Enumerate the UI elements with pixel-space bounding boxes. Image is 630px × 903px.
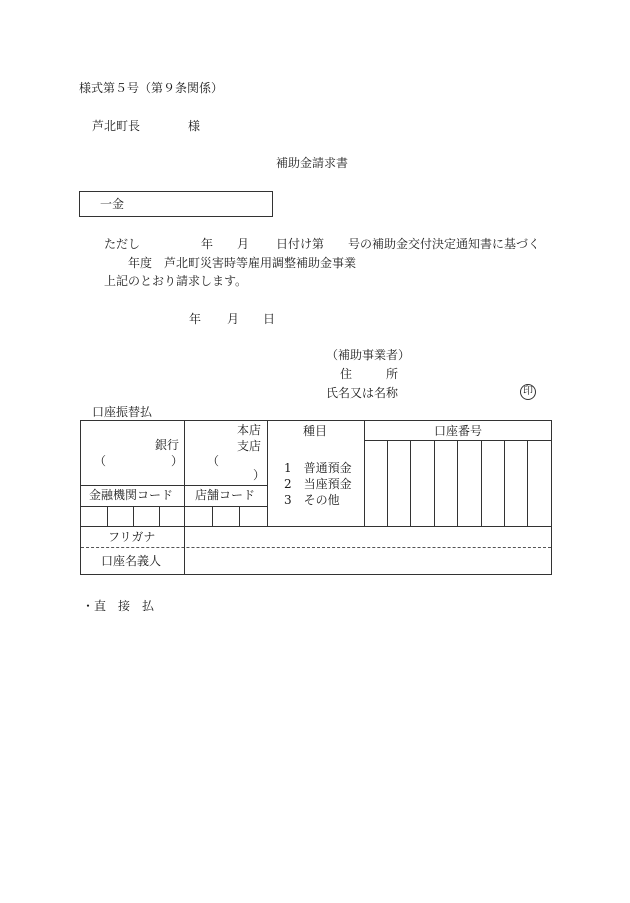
bank-account-table (80, 420, 552, 575)
branch-paren-close: ） (253, 468, 266, 482)
direct-payment-label: ・直 接 払 (82, 599, 155, 613)
branch-paren-open: （ (207, 454, 220, 468)
branch-type-divider (267, 421, 268, 526)
account-type-ordinary[interactable]: 1 普通預金 (284, 461, 352, 475)
name-label: 氏名又は名称 (326, 386, 399, 400)
form-number: 様式第５号（第９条関係） (79, 81, 224, 95)
bank-paren-close: ） (171, 454, 184, 468)
account-digit-box (527, 440, 528, 526)
bank-suffix: 銀行 (155, 438, 180, 452)
account-type-checking[interactable]: 2 当座預金 (284, 477, 352, 491)
addressee: 芦北町長 (92, 119, 141, 133)
bank-code-box (107, 506, 108, 526)
account-digit-box (434, 440, 435, 526)
bank-branch-divider (184, 421, 185, 574)
account-type-other[interactable]: 3 その他 (284, 493, 340, 507)
addressee-honorific: 様 (188, 119, 201, 133)
account-digit-box (504, 440, 505, 526)
main-branch-label: 本店 (237, 423, 262, 437)
type-header: 種目 (303, 424, 328, 438)
furigana-label: フリガナ (108, 530, 156, 544)
amount-box[interactable] (79, 191, 273, 217)
transfer-label: 口座振替払 (92, 405, 153, 419)
account-digit-box (457, 440, 458, 526)
seal-mark: 印 (520, 384, 536, 400)
branch-label: 支店 (237, 439, 262, 453)
body-line1-decision: 号の補助金交付決定通知書に基づく (348, 237, 541, 251)
furigana-dashed-line (81, 547, 551, 548)
amount-label: 一金 (100, 197, 125, 211)
body-line3-request: 上記のとおり請求します。 (104, 274, 248, 288)
date-month: 月 (227, 312, 240, 326)
date-year: 年 (189, 312, 202, 326)
main-bottom-divider (81, 526, 551, 527)
account-digit-box (387, 440, 388, 526)
applicant-label: （補助事業者） (326, 348, 411, 362)
account-number-header: 口座番号 (434, 424, 483, 438)
date-day: 日 (263, 312, 276, 326)
bank-code-label: 金融機関コード (89, 488, 174, 502)
account-digit-box (410, 440, 411, 526)
branch-code-box (212, 506, 213, 526)
branch-code-label: 店舗コード (195, 488, 256, 502)
address-label-1: 住 (340, 367, 353, 381)
body-line1-day-no: 日付け第 (276, 237, 325, 251)
body-line2-project: 芦北町災害時等雇用調整補助金事業 (164, 256, 357, 270)
bank-code-box (133, 506, 134, 526)
body-line2-fiscal-year: 年度 (128, 256, 153, 270)
body-line1-proviso: ただし (104, 237, 141, 251)
body-line1-month: 月 (237, 237, 250, 251)
bank-name-divider (81, 485, 267, 486)
type-account-divider (364, 421, 365, 526)
account-holder-label: 口座名義人 (101, 554, 162, 568)
bank-code-box (159, 506, 160, 526)
bank-paren-open: （ (94, 454, 107, 468)
address-label-2: 所 (386, 367, 399, 381)
account-digit-box (481, 440, 482, 526)
branch-code-box (239, 506, 240, 526)
form-title: 補助金請求書 (276, 156, 349, 170)
body-line1-year: 年 (201, 237, 214, 251)
